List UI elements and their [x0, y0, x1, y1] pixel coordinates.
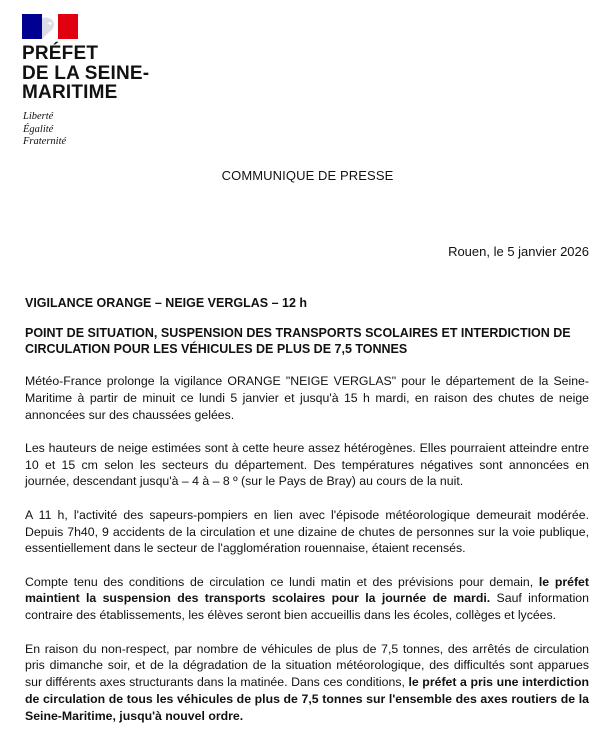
- prefecture-name: [22, 44, 149, 103]
- paragraph-snow-heights: Les hauteurs de neige estimées sont à cette heure assez hétérogènes. Elles pourraient atteindre entre 10 et 15 cm selon les secteurs du département. Des températures négatives sont annoncées en journée, descendant jusqu'à – 4 à – 8 º (sur le Pays de Bray) au cours de la nuit.: [25, 440, 589, 489]
- paragraph-school-transport: [25, 574, 589, 624]
- motto-fraternite: Fraternité: [23, 136, 67, 147]
- motto-egalite: Égalité: [23, 123, 54, 135]
- prefecture-line-3: MARITIME: [22, 82, 118, 103]
- press-body: [25, 373, 589, 741]
- place-date: Rouen, le 5 janvier 2026: [448, 244, 589, 259]
- marianne-flag-logo: [22, 14, 78, 39]
- vigilance-title: VIGILANCE ORANGE – NEIGE VERGLAS – 12 h: [25, 296, 308, 310]
- press-headline: POINT DE SITUATION, SUSPENSION DES TRANSPORTS SCOLAIRES ET INTERDICTION DE CIRCULATION POUR LES VÉHICULES DE PLUS DE 7,5 TONNES: [25, 326, 571, 356]
- republic-motto: [23, 111, 66, 149]
- paragraph-forecast: Météo-France prolonge la vigilance ORANGE "NEIGE VERGLAS" pour le département de la Seine-Maritime à partir de minuit ce lundi 5 janvier et jusqu'à 15 h mardi, en raison des chutes de neige annoncées sur des chaussées gelées.: [25, 374, 589, 422]
- prefecture-line-1: PRÉFET: [22, 43, 99, 64]
- paragraph-truck-ban: [25, 641, 589, 725]
- document-type: COMMUNIQUE DE PRESSE: [221, 168, 394, 183]
- flag-red-band: [58, 14, 78, 39]
- paragraph-firefighters: A 11 h, l'activité des sapeurs-pompiers en lien avec l'épisode météorologique demeurait modérée. Depuis 7h40, 9 accidents de la circulation et une dizaine de chutes de personnes sur la voie publique, essentiellement dans le secteur de l'agglomération rouennaise, étaient recensés.: [25, 507, 589, 556]
- paragraph-5-intro: En raison du non-respect, par nombre de véhicules de plus de 7,5 tonnes, des arrêtés de circulation pris dimanche soir, et de la dégradation de la situation météorologique, des difficultés sont apparues sur différents axes structurants dans la matinée. Dans ces conditions,: [25, 641, 589, 690]
- paragraph-4-outro: Sauf information contraire des établissements, les élèves seront bien accueillis dans les écoles, collèges et lycées.: [25, 591, 589, 623]
- paragraph-5-emphasis: le préfet a pris une interdiction de circulation de tous les véhicules de plus de 7,5 tonnes sur l'ensemble des axes routiers de la Seine-Maritime, jusqu'à nouvel ordre.: [25, 675, 589, 723]
- motto-liberte: Liberté: [23, 111, 54, 122]
- paragraph-4-intro: Compte tenu des conditions de circulation ce lundi matin et des prévisions pour demain,: [25, 574, 539, 589]
- flag-blue-band: [22, 14, 42, 39]
- prefecture-line-2: DE LA SEINE-: [22, 62, 150, 84]
- paragraph-4-emphasis: le préfet maintient la suspension des transports scolaires pour la journée de mardi.: [25, 574, 589, 606]
